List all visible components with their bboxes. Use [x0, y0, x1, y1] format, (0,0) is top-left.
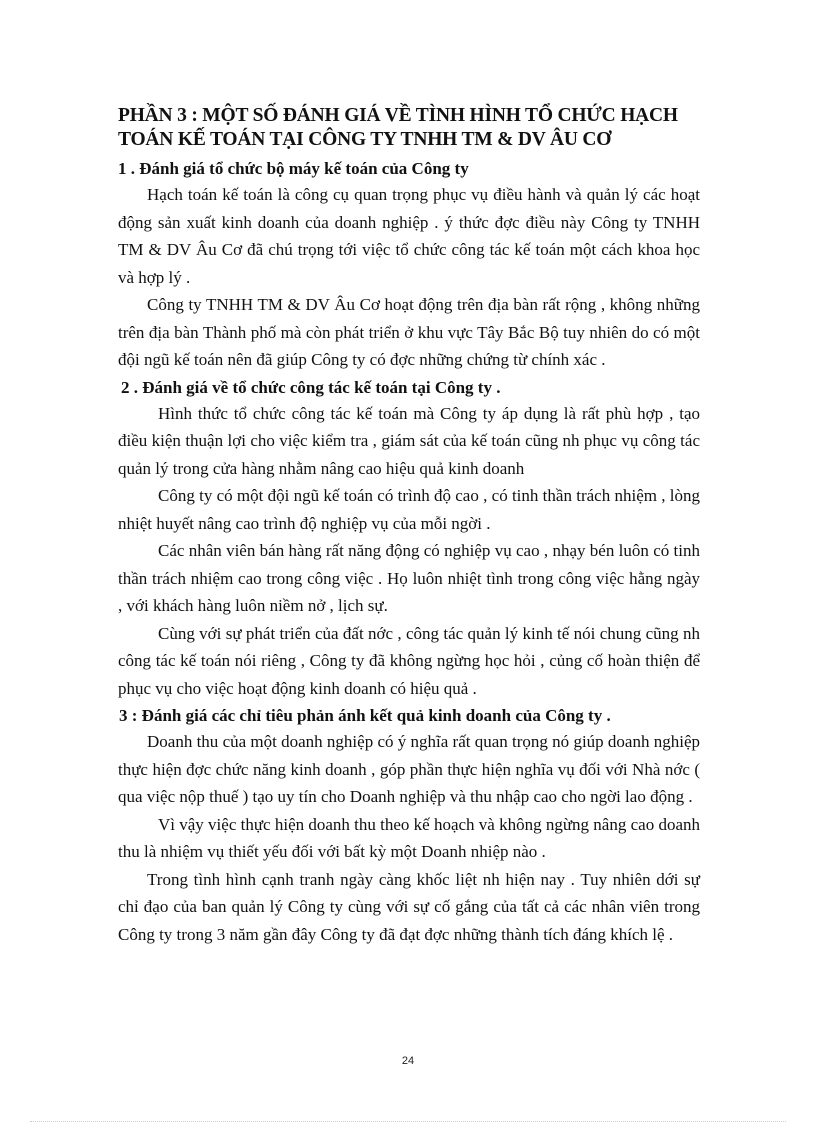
section-2-paragraph: Hình thức tổ chức công tác kế toán mà Công ty áp dụng là rất phù hợp , tạo điều kiện thuận lợi cho việc kiểm tra , giám sát của kế toán cũng nh phục vụ công tác quản lý trong cửa hàng nhằm nâng cao hiệu quả kinh doanh: [118, 403, 700, 478]
section-3-heading: 3 : Đánh giá các chỉ tiêu phản ánh kết quả kinh doanh của Công ty .: [119, 706, 611, 725]
section-2-paragraph: Các nhân viên bán hàng rất năng động có nghiệp vụ cao , nhạy bén luôn có tinh thần trách nhiệm cao trong công việc . Họ luôn nhiệt tình trong công việc hằng ngày , với khách hàng luôn niềm nở , lịch sự.: [118, 541, 700, 615]
section-2-heading: 2 . Đánh giá về tổ chức công tác kế toán tại Công ty .: [121, 377, 501, 397]
section-1-paragraph: Công ty TNHH TM & DV Âu Cơ hoạt động trên địa bàn rất rộng , không những trên địa bàn Thành phố mà còn phát triển ở khu vực Tây Bắc Bộ tuy nhiên do có một đội ngũ kế toán nên đã giúp Công ty có đợc những chứng từ chính xác .: [118, 295, 700, 369]
section-3-paragraph: Doanh thu của một doanh nghiệp có ý nghĩa rất quan trọng nó giúp doanh nghiệp thực hiện đợc chức năng kinh doanh , góp phần thực hiện nghĩa vụ đối với Nhà nớc ( qua việc nộp thuế ) tạo uy tín cho Doanh nghiệp và thu nhập cao cho ngời lao động .: [118, 732, 700, 806]
title-line-2: TOÁN KẾ TOÁN TẠI CÔNG TY TNHH TM & DV ÂU CƠ: [118, 129, 612, 150]
section-3-paragraph: Vì vậy việc thực hiện doanh thu theo kế hoạch và không ngừng nâng cao doanh thu là nhiệm vụ thiết yếu đối với bất kỳ một Doanh nhiệp nào .: [118, 814, 700, 861]
section-1-heading: 1 . Đánh giá tổ chức bộ máy kế toán của Công ty: [118, 159, 469, 178]
title-line-1: PHẦN 3 : MỘT SỐ ĐÁNH GIÁ VỀ TÌNH HÌNH TỔ CHỨC HẠCH: [118, 105, 678, 126]
section-1-paragraph: Hạch toán kế toán là công cụ quan trọng phục vụ điều hành và quản lý các hoạt động sản xuất kinh doanh của doanh nghiệp . ý thức đợc điều này Công ty TNHH TM & DV Âu Cơ đã chú trọng tới việc tổ chức công tác kế toán một cách khoa học và hợp lý .: [118, 185, 700, 287]
section-2-paragraph: Cùng với sự phát triển của đất nớc , công tác quản lý kinh tế nói chung cũng nh công tác kế toán nói riêng , Công ty đã không ngừng học hỏi , củng cố hoàn thiện để phục vụ cho việc hoạt động kinh doanh có hiệu quả .: [118, 623, 700, 698]
page-bottom-divider: [30, 1121, 786, 1122]
section-2-paragraph: Công ty có một đội ngũ kế toán có trình độ cao , có tinh thần trách nhiệm , lòng nhiệt huyết nâng cao trình độ nghiệp vụ của mỗi ngời .: [118, 486, 700, 533]
page-title: [118, 104, 700, 152]
document-body: [118, 104, 700, 948]
page-number: 24: [401, 1055, 415, 1067]
section-3-paragraph: Trong tình hình cạnh tranh ngày càng khốc liệt nh hiện nay . Tuy nhiên dới sự chỉ đạo của ban quản lý Công ty cùng với sự cố gắng của tất cả các nhân viên trong Công ty trong 3 năm gần đây Công ty đã đạt đợc những thành tích đáng khích lệ .: [118, 869, 700, 944]
